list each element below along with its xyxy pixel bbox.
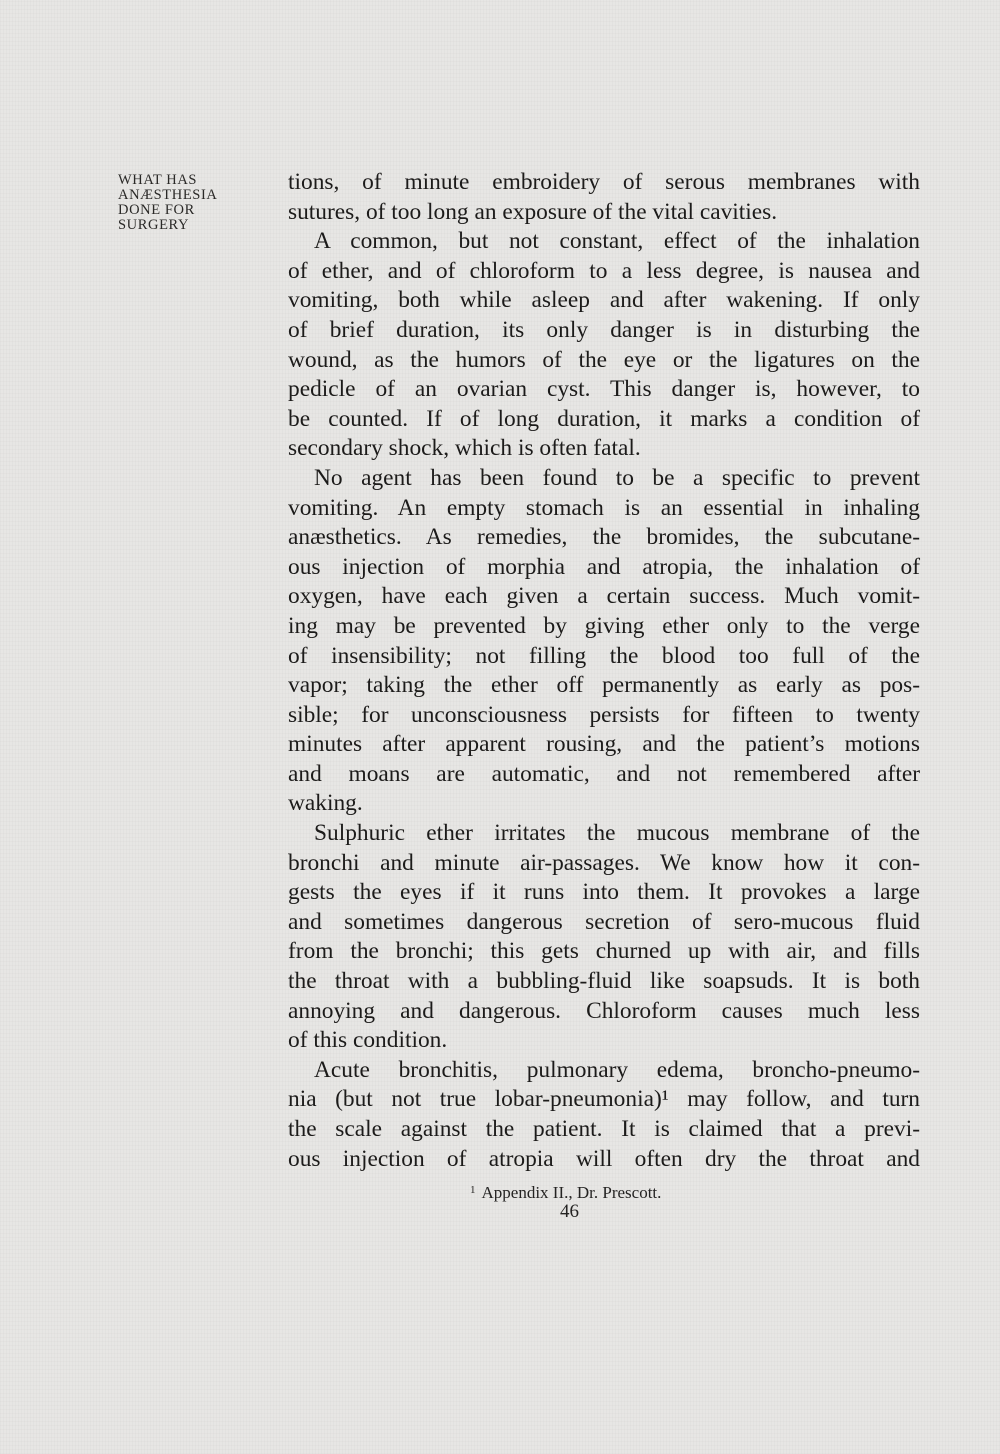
page-number: 46 bbox=[560, 1201, 579, 1222]
text-line: vomiting. An empty stomach is an essential in inhaling bbox=[288, 494, 920, 521]
text-line: ous injection of atropia will often dry the throat and bbox=[288, 1145, 920, 1172]
text-line: of this condition. bbox=[288, 1027, 448, 1054]
text-line: the throat with a bubbling-fluid like soapsuds. It is both bbox=[288, 968, 920, 995]
margin-heading-line: DONE FOR bbox=[118, 202, 195, 218]
body-text bbox=[288, 168, 920, 1174]
text-line: and moans are automatic, and not remembered after bbox=[288, 760, 920, 787]
text-line: the scale against the patient. It is claimed that a previ- bbox=[288, 1116, 920, 1142]
text-line: waking. bbox=[288, 790, 363, 817]
margin-heading-line: WHAT HAS bbox=[118, 172, 198, 188]
footnote-text: Appendix II., Dr. Prescott. bbox=[481, 1183, 662, 1202]
text-line: minutes after apparent rousing, and the patient’s motions bbox=[288, 731, 920, 758]
text-line: bronchi and minute air-passages. We know how it con- bbox=[288, 849, 920, 876]
text-line: and sometimes dangerous secretion of sero-mucous fluid bbox=[288, 908, 920, 935]
text-line: secondary shock, which is often fatal. bbox=[288, 435, 641, 462]
text-line: gests the eyes if it runs into them. It provokes a large bbox=[288, 879, 920, 906]
text-line: be counted. If of long duration, it marks a condition of bbox=[288, 405, 920, 432]
text-line: A common, but not constant, effect of the inhalation bbox=[314, 228, 920, 255]
text-line: wound, as the humors of the eye or the ligatures on the bbox=[288, 346, 920, 373]
text-line: vapor; taking the ether off permanently as early as pos- bbox=[288, 672, 920, 699]
margin-heading bbox=[118, 173, 268, 233]
text-line: anæsthetics. As remedies, the bromides, the subcutane- bbox=[288, 524, 920, 551]
text-line: oxygen, have each given a certain success. Much vomit- bbox=[288, 583, 920, 610]
text-line: of insensibility; not filling the blood too full of the bbox=[288, 642, 920, 669]
text-line: sutures, of too long an exposure of the vital cavities. bbox=[288, 198, 778, 225]
text-line: tions, of minute embroidery of serous membranes with bbox=[288, 169, 920, 195]
text-line: No agent has been found to be a specific to prevent bbox=[314, 464, 920, 491]
text-line: Sulphuric ether irritates the mucous membrane of the bbox=[314, 820, 920, 847]
text-line: ous injection of morphia and atropia, the inhalation of bbox=[288, 553, 920, 580]
text-line: vomiting, both while asleep and after wakening. If only bbox=[288, 287, 920, 314]
text-line: of ether, and of chloroform to a less degree, is nausea and bbox=[288, 257, 920, 284]
text-line: from the bronchi; this gets churned up with air, and fills bbox=[288, 938, 920, 965]
text-line: sible; for unconsciousness persists for fifteen to twenty bbox=[288, 701, 920, 728]
footnote-marker: 1 bbox=[470, 1184, 476, 1196]
margin-heading-line: SURGERY bbox=[118, 217, 190, 233]
margin-heading-line: ANÆSTHESIA bbox=[118, 187, 218, 203]
text-line: ing may be prevented by giving ether only to the verge bbox=[288, 612, 920, 639]
text-line: annoying and dangerous. Chloroform causes much less bbox=[288, 997, 920, 1024]
footnote bbox=[470, 1179, 790, 1204]
text-line: of brief duration, its only danger is in disturbing the bbox=[288, 316, 920, 343]
text-line: pedicle of an ovarian cyst. This danger is, however, to bbox=[288, 376, 920, 403]
text-line: Acute bronchitis, pulmonary edema, broncho-pneumo- bbox=[314, 1056, 920, 1083]
text-line: nia (but not true lobar-pneumonia)¹ may follow, and turn bbox=[288, 1086, 920, 1113]
